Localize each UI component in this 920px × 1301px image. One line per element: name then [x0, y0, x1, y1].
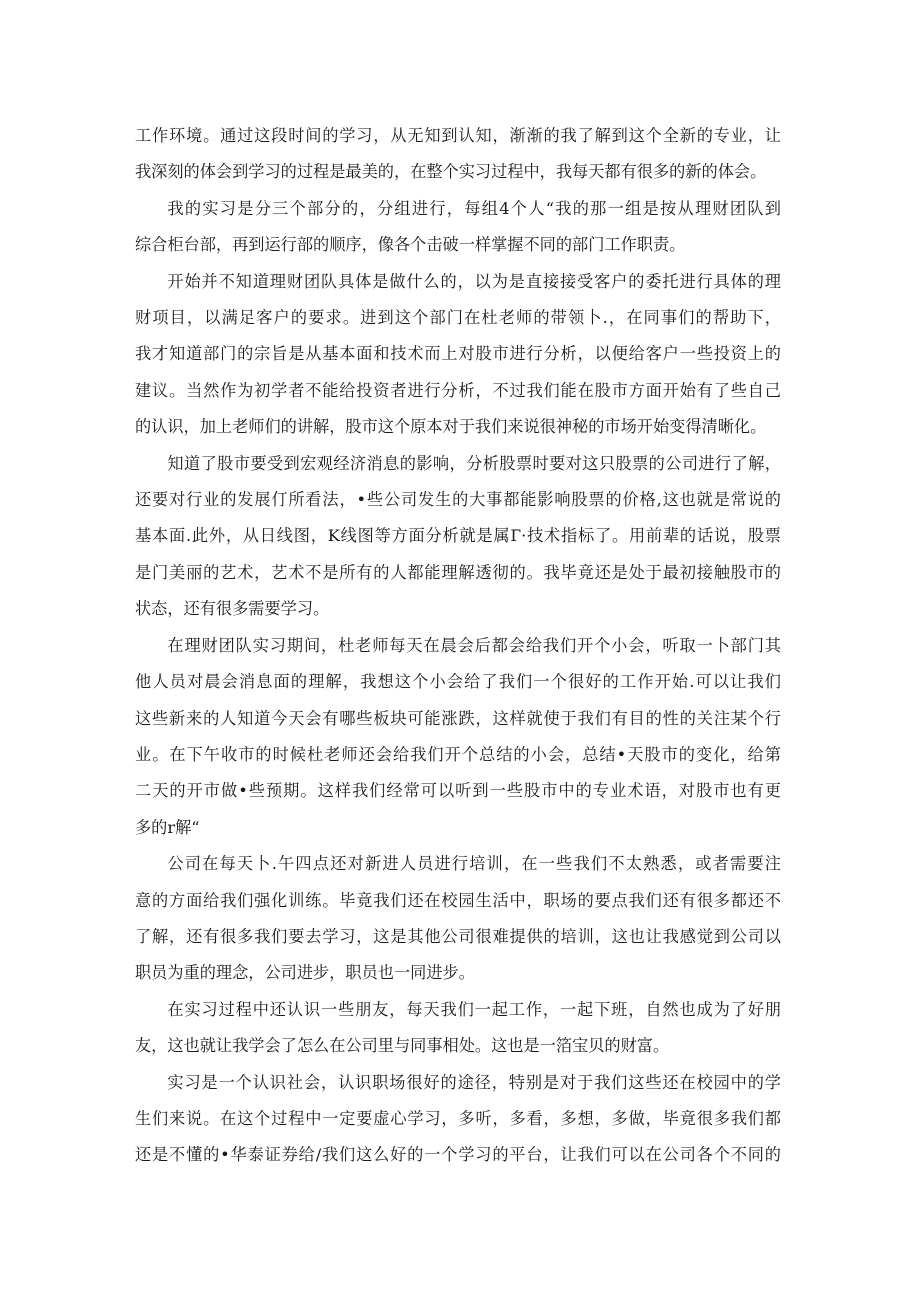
text-line: 多的r解“ [135, 817, 200, 837]
text-line: 我才知道部门的宗旨是从基本面和技术而上对股市进行分析，以便给客户一些投资上的 [135, 344, 781, 364]
text-line: 还是不懂的•华泰证券给/我们这么好的一个学习的平台，让我们可以在公司各个不同的 [135, 1145, 781, 1165]
text-line: 知道了股市要受到宏观经济消息的影响，分析股票时要对这只股票的公司进行了解， [167, 453, 781, 473]
text-line: 公司在每天卜.午四点还对新进人员进行培训，在一些我们不太熟悉，或者需要注 [167, 854, 781, 874]
paragraph [135, 846, 781, 992]
text-line: 我的实习是分三个部分的，分组进行，每组4个人“我的那一组是按从理财团队到 [167, 198, 781, 218]
text-line: 建议。当然作为初学者不能给投资者进行分析，不过我们能在股市方面开始有了些自己 [135, 380, 781, 400]
paragraph [135, 1065, 781, 1174]
text-line: 友，这也就让我学会了怎么在公司里与同事相处。这也是一箔宝贝的财富。 [135, 1036, 670, 1056]
paragraph [135, 446, 781, 628]
text-line: 基本面.此外，从日线图，K线图等方面分析就是属Г·技术指标了。用前辈的话说，股票 [135, 526, 781, 546]
document-body [135, 118, 781, 1174]
text-line: 开始并不知道理财团队具体是做什么的，以为是直接接受客户的委托进行具体的理 [167, 271, 781, 291]
paragraph [135, 118, 781, 191]
paragraph [135, 191, 781, 264]
text-line: 在实习过程中还认识一些朋友，每天我们一起工作，一起下班，自然也成为了好朋 [167, 999, 781, 1019]
text-line: 我深刻的体会到学习的过程是最美的，在整个实习过程中，我每天都有很多的新的体会。 [135, 162, 767, 182]
text-line: 职员为重的理念，公司进步，职员也一同进步。 [135, 963, 475, 983]
text-line: 业。在下午收市的时候杜老师还会给我们开个总结的小会，总结•天股市的变化，给第 [135, 744, 781, 764]
text-line: 的认识，加上老师们的讲解，股市这个原本对于我们来说很神秘的市场开始变得清晰化。 [135, 417, 767, 437]
text-line: 综合柜台部，再到运行部的顺序，像各个击破一样掌握不同的部门工作职责。 [135, 235, 686, 255]
text-line: 二天的开市做•些预期。这样我们经常可以听到一些股市中的专业术语，对股市也有更 [135, 781, 781, 801]
text-line: 生们来说。在这个过程中一定要虚心学习，多听，多看，多想，多做，毕竟很多我们都 [135, 1108, 781, 1128]
paragraph [135, 264, 781, 446]
text-line: 意的方面给我们强化训练。毕竟我们还在校园生活中，职场的要点我们还有很多都还不 [135, 890, 781, 910]
text-line: 实习是一个认识社会，认识职场很好的途径，特别是对于我们这些还在校园中的学 [167, 1072, 781, 1092]
paragraph [135, 992, 781, 1065]
text-line: 还要对行业的发展仃所看法，•些公司发生的大事都能影响股票的价格,这也就是常说的 [135, 490, 781, 510]
text-line: 他人员对晨会消息面的理解，我想这个小会给了我们一个很好的工作开始.可以让我们 [135, 672, 781, 692]
text-line: 是门美丽的艺术，艺术不是所有的人都能理解透彻的。我毕竟还是处于最初接触股市的 [135, 562, 781, 582]
text-line: 财项目，以满足客户的要求。进到这个部门在杜老师的带领卜.，在同事们的帮助下， [135, 308, 781, 328]
text-line: 这些新来的人知道今天会有哪些板块可能涨跌，这样就使于我们有目的性的关注某个行 [135, 708, 781, 728]
text-line: 工作环境。通过这段时间的学习，从无知到认知，渐渐的我了解到这个全新的专业，让 [135, 126, 781, 145]
text-line: 了解，还有很多我们要去学习，这是其他公司很难提供的培训，这也让我感觉到公司以 [135, 926, 781, 946]
text-line: 状态，还有很多需要学习。 [135, 599, 330, 619]
paragraph [135, 628, 781, 846]
text-line: 在理财团队实习期间，杜老师每天在晨会后都会给我们开个小会，听取一卜部门其 [167, 635, 781, 655]
